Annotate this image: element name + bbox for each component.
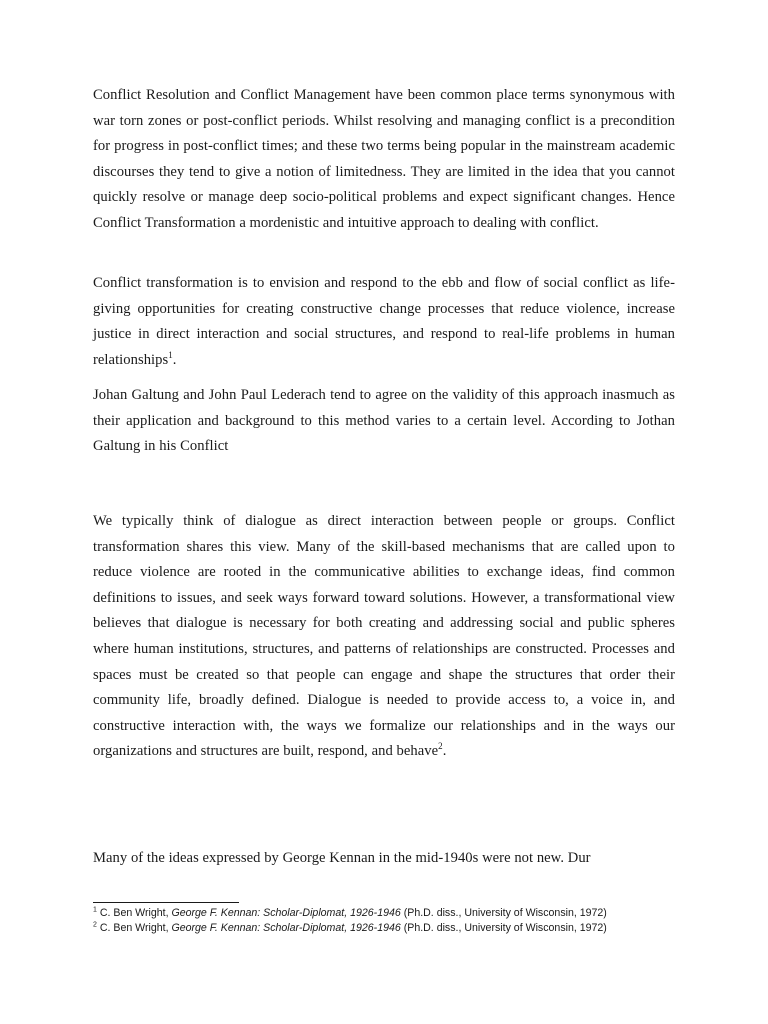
footnote-separator xyxy=(93,902,239,903)
footnote-reference-2[interactable]: 2 xyxy=(438,741,443,752)
body-paragraph-3 xyxy=(93,383,675,460)
body-paragraph-4 xyxy=(93,509,675,765)
paragraph-4-punctuation: . xyxy=(442,743,447,760)
footnote-2-mark: 2 xyxy=(93,921,97,929)
paragraph-2-text: Conflict transformation is to envision and respond to the ebb and flow of social conflict as life-giving opportunities for creating constructive change processes that reduce violence, increase justice in direct interaction and social structures, and respond to real-life problems in human relationships xyxy=(93,275,675,368)
footnote-reference-1[interactable]: 1 xyxy=(168,349,173,360)
paragraph-3-text: Johan Galtung and John Paul Lederach tend to agree on the validity of this approach inasmuch as their application and background to this method varies to a certain level. According to Jothan Galtung in his Conflict xyxy=(93,387,675,455)
footnote-1-title: George F. Kennan: Scholar-Diplomat, 1926-1946 xyxy=(171,907,401,919)
footnote-1-author: C. Ben Wright, xyxy=(96,907,172,919)
footnote-2 xyxy=(93,921,713,935)
body-paragraph-1 xyxy=(93,83,675,237)
paragraph-5-text: Many of the ideas expressed by George Kennan in the mid-1940s were not new. Dur xyxy=(93,850,591,866)
footnote-1-mark: 1 xyxy=(93,906,97,914)
paragraph-1-text: Conflict Resolution and Conflict Management have been common place terms synonymous with war torn zones or post-conflict periods. Whilst resolving and managing conflict is a precondition for progress in post-conflict times; and these two terms being popular in the mainstream academic discourses they tend to give a notion of limitedness. They are limited in the idea that you cannot quickly resolve or manage deep socio-political problems and expect significant changes. Hence Conflict Transformation a mordenistic and intuitive approach to dealing with conflict. xyxy=(93,87,675,231)
footnote-2-title: George F. Kennan: Scholar-Diplomat, 1926-1946 xyxy=(171,922,401,934)
footnote-1 xyxy=(93,906,713,920)
paragraph-2-punctuation: . xyxy=(172,351,177,368)
paragraph-4-text: We typically think of dialogue as direct interaction between people or groups. Conflict transformation shares this view. Many of the skill-based mechanisms that are called upon to reduce violence are rooted in the communicative abilities to exchange ideas, find common definitions to issues, and seek ways forward toward solutions. However, a transformational view believes that dialogue is necessary for both creating and addressing social and public spheres where human institutions, structures, and patterns of relationships are constructed. Processes and spaces must be created so that people can engage and shape the structures that order their community life, broadly defined. Dialogue is needed to provide access to, a voice in, and constructive interaction with, the ways we formalize our relationships and in the ways our organizations and structures are built, respond, and behave xyxy=(93,513,675,760)
body-paragraph-2 xyxy=(93,271,675,373)
footnote-1-rest: (Ph.D. diss., University of Wisconsin, 1972) xyxy=(400,907,607,919)
body-paragraph-5 xyxy=(93,846,675,872)
footnote-2-rest: (Ph.D. diss., University of Wisconsin, 1972) xyxy=(400,922,607,934)
footnote-2-author: C. Ben Wright, xyxy=(96,922,172,934)
